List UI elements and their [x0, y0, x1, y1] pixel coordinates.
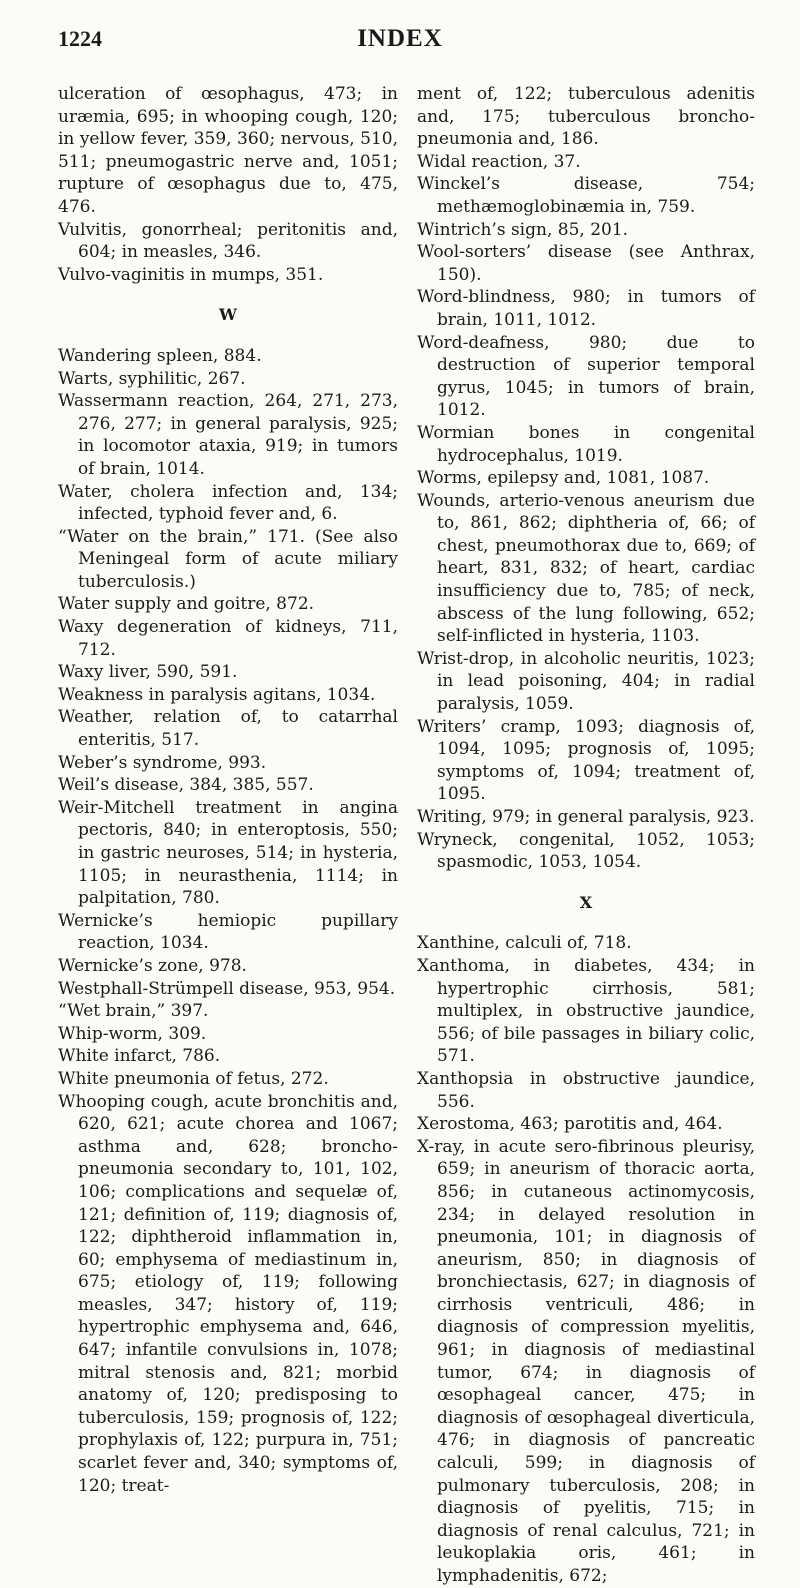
right-column [417, 83, 755, 1588]
index-entry: Wounds, arterio-venous aneurism due to, 861, 862; diphtheria of, 66; of chest, pneumothorax due to, 669; of heart, 831, 832; of heart, cardiac insufficiency due to, 785; of neck, abscess of the lung following, 652; self-inflicted in hysteria, 1103. [417, 490, 755, 647]
index-entry: Word-blindness, 980; in tumors of brain, 1011, 1012. [417, 287, 755, 330]
index-entry: Winckel’s disease, 754; methæmoglobinæmia in, 759. [417, 174, 755, 217]
index-entry: Vulvo-vaginitis in mumps, 351. [58, 264, 324, 285]
index-entry: Wormian bones in congenital hydrocephalus, 1019. [417, 422, 755, 466]
index-entry: Wassermann reaction, 264, 271, 273, 276, 277; in general paralysis, 925; in locomotor ataxia, 919; in tumors of brain, 1014. [58, 391, 398, 479]
index-entry: Whooping cough, acute bronchitis and, 620, 621; acute chorea and 1067; asthma and, 628; broncho-pneumonia secondary to, 101, 102, 106; complications and sequelæ of, 121; definition of, 119; diagnosis of, 122; diphtheroid inflammation in, 60; emphysema of mediastinum in, 675; etiology of, 119; following measles, 347; history of, 119; hypertrophic emphysema and, 646, 647; infantile convulsions in, 1078; mitral stenosis and, 821; morbid anatomy of, 120; predisposing to tuberculosis, 159; prognosis of, 122; prophylaxis of, 122; purpura in, 751; scarlet fever and, 340; symptoms of, 120; treat- [58, 1091, 398, 1496]
index-entry: “Water on the brain,” 171. (See also Meningeal form of acute miliary tuberculosis.) [58, 526, 398, 592]
index-list-x [417, 932, 755, 1587]
index-entry: Wintrich’s sign, 85, 201. [417, 219, 629, 240]
index-list-w [58, 345, 398, 1497]
index-entry: Whip-worm, 309. [58, 1023, 207, 1044]
index-entry: Warts, syphilitic, 267. [58, 368, 246, 389]
index-entry: White infarct, 786. [58, 1046, 221, 1067]
left-column [58, 83, 398, 1497]
index-entry: Vulvitis, gonorrheal; peritonitis and, 604; in measles, 346. [58, 219, 398, 263]
index-entry: Weil’s disease, 384, 385, 557. [58, 775, 314, 796]
index-entry: Water supply and goitre, 872. [58, 594, 315, 615]
index-entry: Xanthopsia in obstructive jaundice, 556. [417, 1068, 755, 1112]
page-header [0, 12, 800, 52]
index-entry: Wernicke’s hemiopic pupillary reaction, 1034. [58, 910, 398, 954]
index-entry: ment of, 122; tuberculous adenitis and, 175; tuberculous broncho-pneumonia and, 186. [417, 84, 755, 150]
index-entry: Word-deafness, 980; due to destruction of superior temporal gyrus, 1045; in tumors of brain, 1012. [417, 332, 755, 421]
index-entry: Weber’s syndrome, 993. [58, 752, 267, 773]
index-entry: Worms, epilepsy and, 1081, 1087. [417, 468, 710, 489]
index-entry: Wryneck, congenital, 1052, 1053; spasmodic, 1053, 1054. [417, 829, 755, 873]
index-entry: Waxy liver, 590, 591. [58, 662, 238, 683]
index-entry: Weir-Mitchell treatment in angina pectoris, 840; in enteroptosis, 550; in gastric neuroses, 514; in hysteria, 1105; in neurasthenia, 1114; in palpitation, 780. [58, 797, 398, 909]
index-entry: Weakness in paralysis agitans, 1034. [58, 684, 376, 705]
index-entry: Westphall-Strümpell disease, 953, 954. [58, 978, 396, 999]
index-entry: Xanthoma, in diabetes, 434; in hypertrophic cirrhosis, 581; multiplex, in obstructive jaundice, 556; of bile passages in biliary colic, 571. [417, 955, 755, 1067]
section-letter-x: X [579, 892, 593, 912]
index-entry: Writers’ cramp, 1093; diagnosis of, 1094, 1095; prognosis of, 1095; symptoms of, 1094; treatment of, 1095. [417, 716, 755, 805]
index-entry: Water, cholera infection and, 134; infected, typhoid fever and, 6. [58, 481, 398, 525]
index-entry: Xerostoma, 463; parotitis and, 464. [417, 1114, 723, 1135]
index-entry: X-ray, in acute sero-fibrinous pleurisy, 659; in aneurism of thoracic aorta, 856; in cutaneous actinomycosis, 234; in delayed resolution in pneumonia, 101; in diagnosis of aneurism, 850; in diagnosis of bronchiectasis, 627; in diagnosis of cirrhosis ventriculi, 486; in diagnosis of compression myelitis, 961; in diagnosis of mediastinal tumor, 674; in diagnosis of œsophageal cancer, 475; in diagnosis of œsophageal diverticula, 476; in diagnosis of pancreatic calculi, 599; in diagnosis of pulmonary tuberculosis, 208; in diagnosis of pyelitis, 715; in diagnosis of renal calculus, 721; in leukoplakia oris, 461; in lymphadenitis, 672; [417, 1136, 755, 1586]
index-entry: Widal reaction, 37. [417, 151, 581, 172]
running-head: INDEX [357, 25, 443, 52]
page-number: 1224 [58, 26, 102, 51]
index-entry-continuation: ulceration of œsophagus, 473; in uræmia, 695; in whooping cough, 120; in yellow fever, 359, 360; nervous, 510, 511; pneumogastric nerve and, 1051; rupture of œsophagus due to, 475, 476. [58, 84, 398, 217]
index-entry: Xanthine, calculi of, 718. [417, 933, 632, 954]
index-entry: Writing, 979; in general paralysis, 923. [417, 807, 755, 827]
index-entry: Weather, relation of, to catarrhal enteritis, 517. [58, 707, 398, 751]
index-entry: Wernicke’s zone, 978. [58, 955, 247, 976]
index-entry: Wandering spleen, 884. [58, 345, 262, 366]
index-entry: “Wet brain,” 397. [58, 1001, 209, 1022]
index-list-w-continued [417, 83, 755, 874]
index-entry: Wrist-drop, in alcoholic neuritis, 1023; in lead poisoning, 404; in radial paralysis, 1059. [417, 648, 755, 715]
section-letter-w: W [219, 305, 237, 325]
index-entry: White pneumonia of fetus, 272. [58, 1068, 329, 1089]
index-entry: Waxy degeneration of kidneys, 711, 712. [58, 617, 398, 660]
index-entry: Wool-sorters’ disease (see Anthrax, 150). [417, 242, 755, 285]
